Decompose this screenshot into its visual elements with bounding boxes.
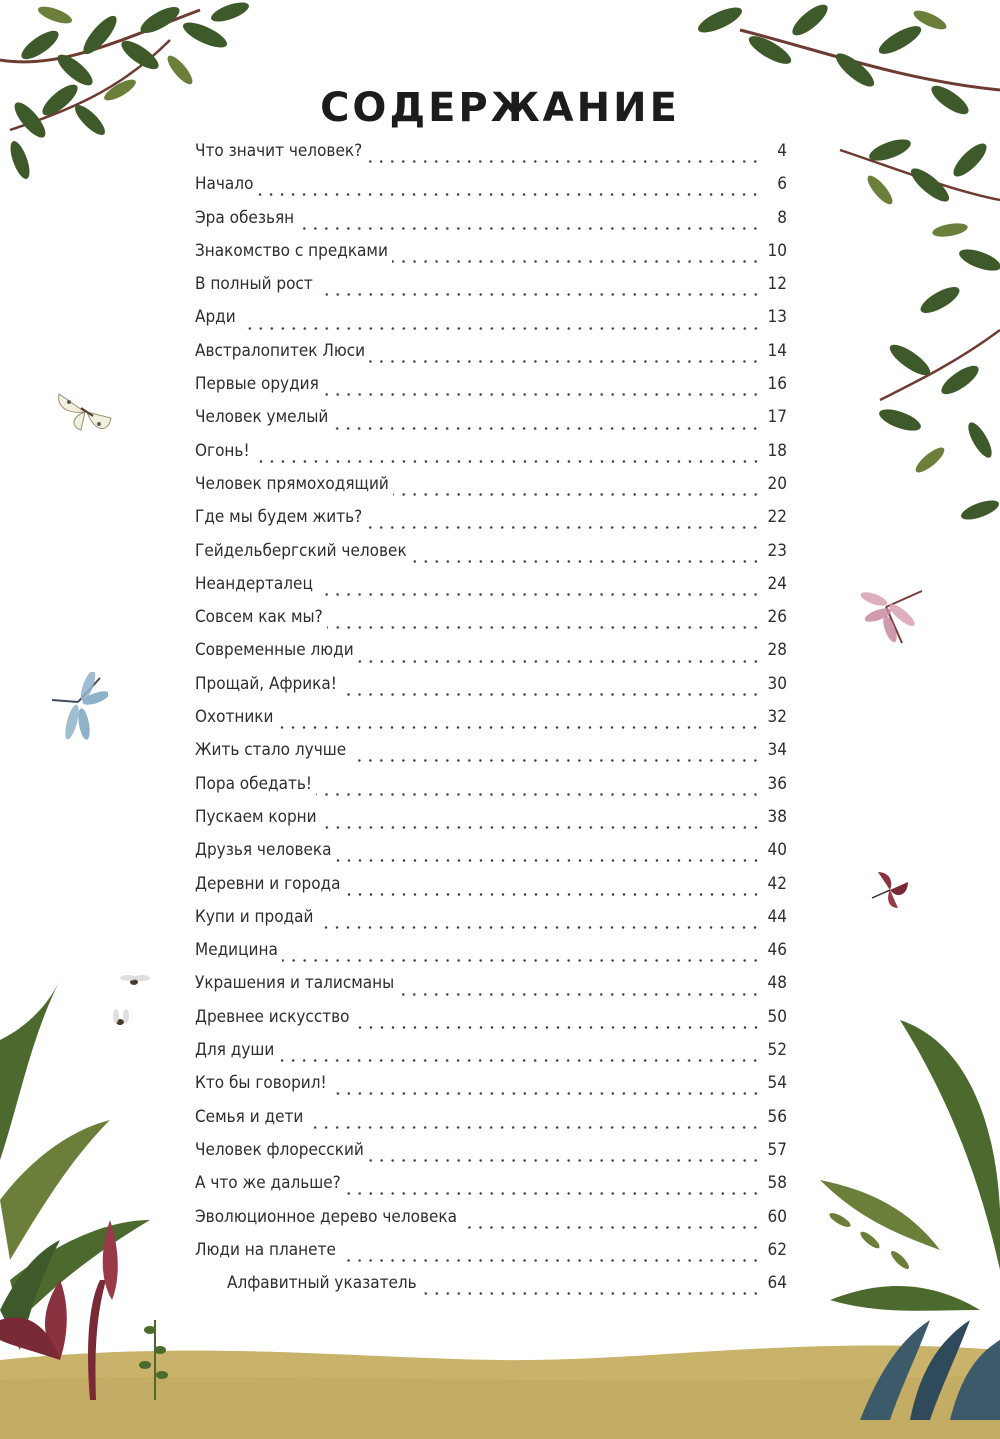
toc-entry — [195, 174, 787, 207]
toc-entry — [195, 940, 787, 973]
dragonfly-blue-illustration — [48, 672, 108, 744]
toc-entry — [195, 441, 787, 474]
toc-entry-title: Эра обезьян — [195, 207, 295, 228]
toc-entry-title: Современные люди — [195, 640, 354, 661]
dot-leader — [278, 1059, 761, 1062]
toc-entry — [195, 973, 787, 1006]
dot-leader — [345, 893, 762, 896]
toc-entry-title: Эволюционное дерево человека — [195, 1206, 457, 1227]
toc-entry — [195, 607, 787, 640]
toc-entry-title: Арди — [195, 307, 236, 328]
toc-entry-title: Для души — [195, 1040, 275, 1061]
toc-entry-title: Знакомство с предками — [195, 240, 388, 261]
moth-red-illustration — [868, 868, 912, 912]
toc-entry — [195, 907, 787, 940]
dot-leader — [358, 660, 761, 663]
dot-leader — [411, 560, 761, 563]
toc-entry — [195, 541, 787, 574]
toc-entry-title: Древнее искусство — [195, 1006, 350, 1027]
toc-entry — [195, 707, 787, 740]
toc-entry — [195, 507, 787, 540]
toc-entry-title: Совсем как мы? — [195, 607, 323, 628]
toc-entry-title: Жить стало лучше — [195, 740, 347, 761]
toc-entry — [195, 1140, 787, 1173]
toc-entry-title: Человек умелый — [195, 407, 329, 428]
toc-entry-page: 42 — [767, 873, 787, 894]
dot-leader — [254, 460, 761, 463]
toc-entry-page: 26 — [767, 607, 787, 628]
toc-entry-page: 4 — [777, 141, 787, 161]
toc-entry — [195, 307, 787, 340]
toc-entry-title: Люди на планете — [195, 1239, 336, 1260]
dot-leader — [336, 859, 761, 862]
toc-entry — [195, 1240, 787, 1273]
toc-entry-page: 60 — [767, 1206, 787, 1227]
toc-entry — [195, 241, 787, 274]
toc-entry-page: 24 — [767, 573, 787, 594]
toc-entry-page: 22 — [767, 507, 787, 528]
toc-entry-title: Охотники — [195, 707, 274, 728]
toc-entry — [195, 141, 787, 174]
toc-entry-title: Человек флоресский — [195, 1139, 364, 1160]
dot-leader — [366, 160, 761, 163]
dot-leader — [341, 693, 761, 696]
toc-entry — [195, 474, 787, 507]
plants-bottom-right-illustration — [800, 1010, 1000, 1430]
toc-entry-page: 46 — [767, 940, 787, 961]
toc-entry-title: Где мы будем жить? — [195, 507, 363, 528]
toc-entry-index — [195, 1273, 787, 1306]
dot-leader — [317, 593, 761, 596]
toc-entry — [195, 1107, 787, 1140]
dot-leader — [317, 293, 761, 296]
toc-entry-title: Пускаем корни — [195, 806, 317, 827]
butterfly-white-illustration — [55, 388, 117, 436]
dot-leader — [340, 1259, 761, 1262]
toc-entry-page: 40 — [767, 840, 787, 861]
toc-entry — [195, 1040, 787, 1073]
dot-leader — [461, 1226, 761, 1229]
dot-leader — [393, 493, 761, 496]
dot-leader — [368, 1159, 761, 1162]
toc-entry-page: 36 — [767, 773, 787, 794]
toc-entry-title: Купи и продай — [195, 906, 314, 927]
dot-leader — [323, 393, 761, 396]
toc-entry-title: Начало — [195, 174, 254, 195]
toc-entry — [195, 1207, 787, 1240]
dot-leader — [282, 959, 761, 962]
toc-entry-title: Первые орудия — [195, 374, 319, 395]
toc-entry — [195, 1073, 787, 1106]
toc-entry-title: Деревни и города — [195, 873, 341, 894]
dot-leader — [398, 993, 761, 996]
toc-entry-title: Пора обедать! — [195, 773, 312, 794]
toc-entry — [195, 274, 787, 307]
toc-entry-page: 8 — [777, 207, 787, 228]
dot-leader — [421, 1292, 761, 1295]
toc-entry-page: 32 — [767, 707, 787, 728]
dot-leader — [345, 1192, 761, 1195]
dot-leader — [392, 260, 761, 263]
toc-entry-title: Человек прямоходящий — [195, 473, 389, 494]
toc-entry — [195, 807, 787, 840]
toc-entry — [195, 208, 787, 241]
toc-entry-title: А что же дальше? — [195, 1173, 341, 1194]
toc-entry-page: 14 — [767, 340, 787, 361]
dot-leader — [307, 1126, 761, 1129]
toc-entry-title: Друзья человека — [195, 840, 332, 861]
dot-leader — [321, 826, 761, 829]
toc-entry — [195, 574, 787, 607]
toc-entry-page: 58 — [767, 1173, 787, 1194]
toc-entry-title: В полный рост — [195, 274, 313, 295]
toc-entry — [195, 640, 787, 673]
toc-entry-title: Алфавитный указатель — [227, 1273, 417, 1294]
toc-entry-page: 23 — [767, 540, 787, 561]
dot-leader — [369, 360, 761, 363]
toc-entry-page: 18 — [767, 440, 787, 461]
toc-entry-title: Семья и дети — [195, 1106, 304, 1127]
toc-entry-page: 16 — [767, 374, 787, 395]
dot-leader — [354, 1026, 761, 1029]
toc-entry-title: Неандерталец — [195, 573, 313, 594]
dot-leader — [332, 427, 761, 430]
toc-entry-title: Украшения и талисманы — [195, 973, 395, 994]
toc-entry-title: Огонь! — [195, 440, 250, 461]
toc-entry — [195, 840, 787, 873]
toc-entry-page: 38 — [767, 806, 787, 827]
toc-entry-page: 10 — [767, 240, 787, 261]
toc-entry — [195, 341, 787, 374]
toc-entry-title: Кто бы говорил! — [195, 1073, 327, 1094]
toc-entry-page: 6 — [777, 174, 787, 195]
toc-entry — [195, 874, 787, 907]
toc-entry — [195, 374, 787, 407]
dot-leader — [257, 193, 761, 196]
dot-leader — [331, 1092, 761, 1095]
toc-entry-title: Гейдельбергский человек — [195, 540, 407, 561]
toc-entry-title: Медицина — [195, 940, 278, 961]
toc-entry-page: 44 — [767, 906, 787, 927]
plants-bottom-left-illustration — [0, 980, 200, 1400]
dot-leader — [240, 327, 761, 330]
toc-entry-page: 50 — [767, 1006, 787, 1027]
toc-entry-page: 13 — [767, 307, 787, 328]
toc-entry-page: 28 — [767, 640, 787, 661]
dot-leader — [327, 626, 761, 629]
toc-entry-page: 62 — [767, 1239, 787, 1260]
toc-entry-page: 48 — [767, 973, 787, 994]
toc-entry — [195, 740, 787, 773]
dot-leader — [317, 926, 761, 929]
page-title: СОДЕРЖАНИЕ — [320, 84, 680, 131]
toc-entry-page: 52 — [767, 1040, 787, 1061]
dot-leader — [277, 726, 761, 729]
toc-entry-page: 57 — [767, 1139, 787, 1160]
dot-leader — [350, 759, 761, 762]
toc-entry — [195, 674, 787, 707]
toc-entry — [195, 774, 787, 807]
dragonfly-pink-illustration — [860, 585, 932, 651]
toc-entry-title: Прощай, Африка! — [195, 673, 337, 694]
toc-entry-page: 30 — [767, 673, 787, 694]
toc-entry — [195, 407, 787, 440]
toc-entry-page: 17 — [767, 407, 787, 428]
toc-entry — [195, 1007, 787, 1040]
toc-entry-page: 12 — [767, 274, 787, 295]
table-of-contents — [195, 141, 787, 1306]
dot-leader — [298, 227, 761, 230]
toc-entry-page: 64 — [767, 1273, 787, 1294]
toc-entry-title: Австралопитек Люси — [195, 340, 366, 361]
toc-entry-page: 20 — [767, 473, 787, 494]
toc-entry-page: 34 — [767, 740, 787, 761]
toc-entry — [195, 1173, 787, 1206]
dot-leader — [316, 793, 761, 796]
dot-leader — [366, 526, 761, 529]
toc-entry-page: 56 — [767, 1106, 787, 1127]
toc-entry-title: Что значит человек? — [195, 141, 363, 161]
toc-entry-page: 54 — [767, 1073, 787, 1094]
